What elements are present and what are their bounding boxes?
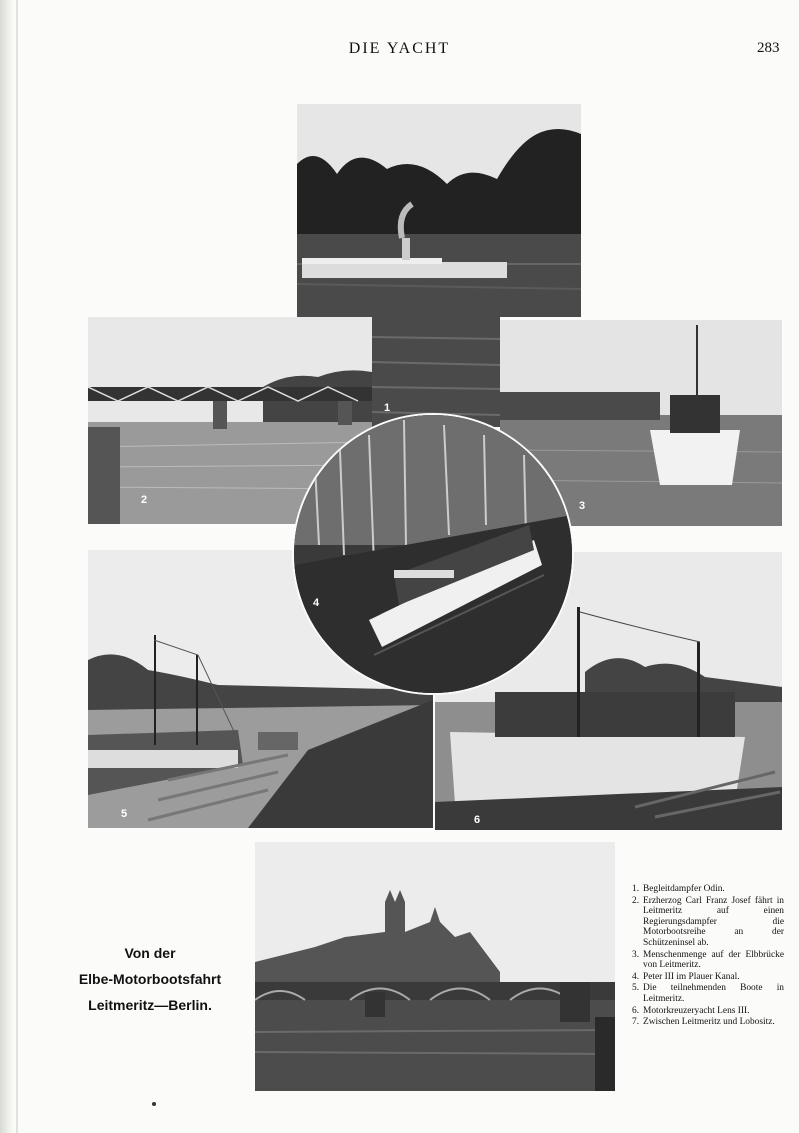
title-line-3: Leitmeritz—Berlin. [88, 997, 212, 1013]
photo-5-number: 5 [121, 808, 128, 820]
caption-item: 4. Peter III im Plauer Kanal. [632, 971, 740, 982]
ink-dot [152, 1102, 156, 1106]
photo-1-number: 1 [384, 402, 391, 414]
photo-6-number: 6 [474, 814, 481, 826]
caption-item: 6. Motorkreuzeryacht Lens III. [632, 1005, 750, 1016]
photo-7-cathedral-bridge [255, 842, 615, 1091]
photo-4-number: 4 [313, 597, 320, 609]
photo-2-number: 2 [141, 494, 148, 506]
page-edge [0, 0, 14, 1133]
caption-item: 1. Begleitdampfer Odin. [632, 884, 725, 894]
photo-1-steamer [297, 104, 581, 317]
photo-4-peter-iii [292, 413, 574, 695]
page-fold [16, 0, 18, 1133]
caption-item: 5. Die teilnehmenden Boote in Leitmeritz. [632, 983, 784, 1004]
photo-3-number: 3 [579, 500, 586, 512]
photo-1-water [372, 317, 500, 427]
caption-item: 7. Zwischen Leitmeritz und Lobositz. [632, 1017, 775, 1028]
page-number: 283 [757, 40, 780, 56]
running-header: DIE YACHT [348, 40, 451, 57]
title-line-1: Von der [124, 945, 176, 961]
article-title [70, 940, 230, 1018]
caption-item: 3. Menschenmenge auf der Elbbrücke von Leitmeritz. [632, 949, 784, 971]
title-line-2: Elbe-Motorbootsfahrt [78, 971, 222, 987]
caption-item: 2. Erzherzog Carl Franz Josef fährt in Leitmeritz auf einen Regierungsdampfer die Motorbootsreihe an der Schützeninsel ab. [632, 895, 784, 948]
caption-list [632, 884, 784, 1029]
